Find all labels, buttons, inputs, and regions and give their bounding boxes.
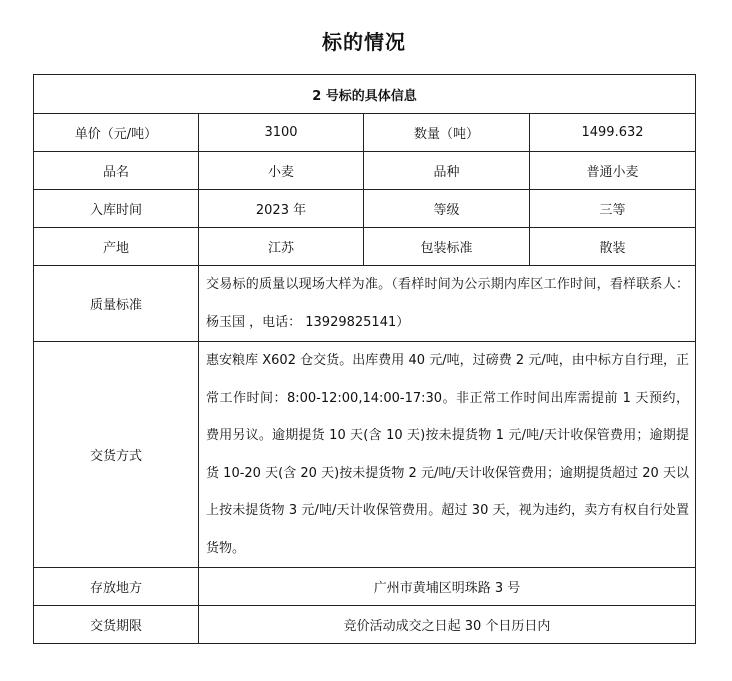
delivery-method-value: 惠安粮库 X602 仓交货。出库费用 40 元/吨，过磅费 2 元/吨，由中标方自行理，正常工作时间：8:00-12:00,14:00-17:30。非正常工作时间出库需提前 1 天预约，费用另议。逾期提货 10 天(含 10 天)按未提货物 1 元/吨/天计收保管费用；逾期提货 10-20 天(含 20 天)按未提货物 2 元/吨/天计收保管费用；逾期提货超过 20 天以上按未提货物 3 元/吨/天计收保管费用。超过 30 天，视为违约，卖方有权自行处置货物。 [199, 342, 696, 568]
table-row [34, 266, 696, 342]
grade-value: 三等 [530, 190, 696, 228]
table-row [34, 342, 696, 568]
unit-price-value: 3100 [199, 114, 364, 152]
product-name-value: 小麦 [199, 152, 364, 190]
delivery-period-label: 交货期限 [34, 606, 199, 644]
storage-location-label: 存放地方 [34, 568, 199, 606]
origin-value: 江苏 [199, 228, 364, 266]
table-header-row [34, 75, 696, 114]
origin-label: 产地 [34, 228, 199, 266]
quantity-value: 1499.632 [530, 114, 696, 152]
storage-time-label: 入库时间 [34, 190, 199, 228]
quality-standard-label: 质量标准 [34, 266, 199, 342]
quality-standard-value: 交易标的质量以现场大样为准。（看样时间为公示期内库区工作时间，看样联系人：杨玉国 ，电话： 13929825141） [199, 266, 696, 342]
packaging-label: 包装标准 [364, 228, 530, 266]
storage-time-value: 2023 年 [199, 190, 364, 228]
quantity-label: 数量（吨） [364, 114, 530, 152]
product-name-label: 品名 [34, 152, 199, 190]
unit-price-label: 单价（元/吨） [34, 114, 199, 152]
lot-info-table [33, 74, 696, 644]
table-row [34, 190, 696, 228]
table-row [34, 606, 696, 644]
table-row [34, 114, 696, 152]
table-row [34, 152, 696, 190]
delivery-method-label: 交货方式 [34, 342, 199, 568]
table-header: 2 号标的具体信息 [34, 75, 696, 114]
variety-label: 品种 [364, 152, 530, 190]
grade-label: 等级 [364, 190, 530, 228]
variety-value: 普通小麦 [530, 152, 696, 190]
delivery-period-value: 竞价活动成交之日起 30 个日历日内 [199, 606, 696, 644]
packaging-value: 散装 [530, 228, 696, 266]
table-row [34, 228, 696, 266]
page-title: 标的情况 [322, 30, 406, 54]
table-row [34, 568, 696, 606]
storage-location-value: 广州市黄埔区明珠路 3 号 [199, 568, 696, 606]
